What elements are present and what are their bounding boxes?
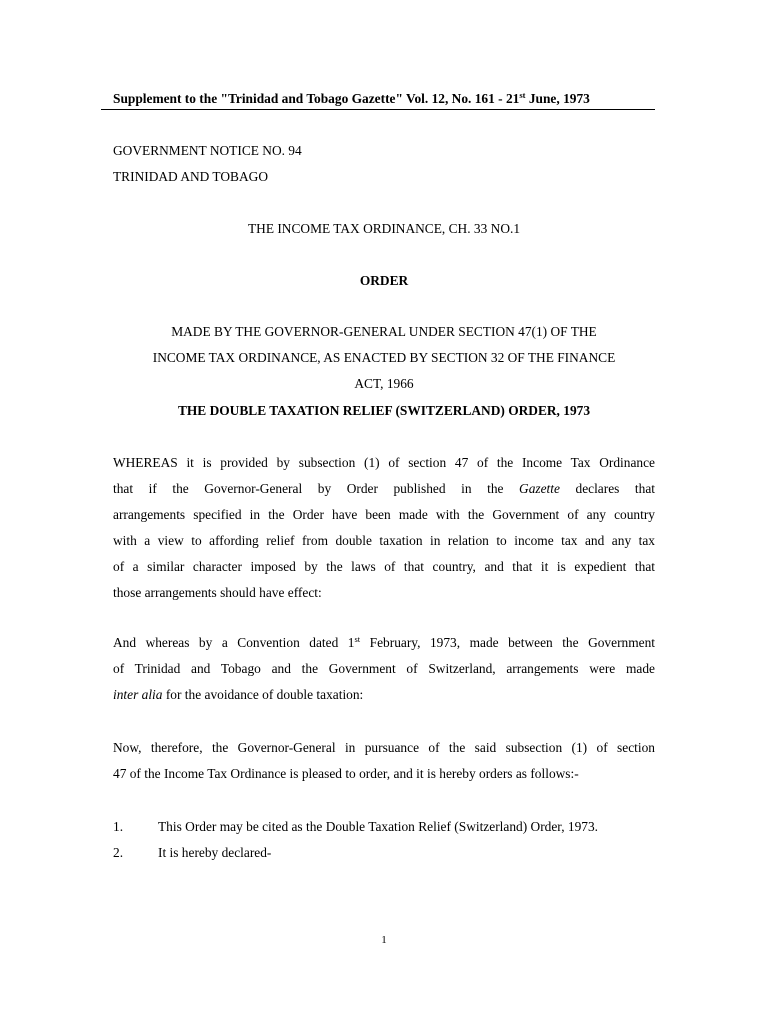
whereas-line: that if the Governor-General by Order published in the Gazette declares that	[113, 481, 656, 496]
whereas-line: arrangements specified in the Order have been made with the Government of any country	[113, 507, 655, 522]
item-text: It is hereby declared-	[158, 845, 272, 860]
now-therefore-line: Now, therefore, the Governor-General in pursuance of the said subsection (1) of section	[113, 740, 655, 755]
now-therefore-line: 47 of the Income Tax Ordinance is pleased to order, and it is hereby orders as follows:-	[113, 766, 579, 781]
whereas-line: WHEREAS it is provided by subsection (1) of section 47 of the Income Tax Ordinance	[113, 455, 655, 470]
header-superscript: st	[519, 90, 526, 100]
made-by-line-2: INCOME TAX ORDINANCE, AS ENACTED BY SECTION 32 OF THE FINANCE	[152, 350, 616, 365]
made-by-line-3: ACT, 1966	[354, 376, 414, 391]
whereas-line: those arrangements should have effect:	[113, 585, 322, 600]
item-number: 1.	[113, 819, 124, 834]
header-text: Supplement to the "Trinidad and Tobago Gazette" Vol. 12, No. 161 - 21	[113, 91, 520, 106]
item-text: This Order may be cited as the Double Taxation Relief (Switzerland) Order, 1973.	[158, 819, 599, 834]
whereas-paragraph	[113, 450, 655, 606]
and-whereas-line: inter alia for the avoidance of double taxation:	[113, 687, 364, 702]
order-name: THE DOUBLE TAXATION RELIEF (SWITZERLAND) ORDER, 1973	[177, 403, 591, 418]
item-number: 2.	[113, 845, 124, 860]
gazette-header	[113, 91, 590, 107]
notice-number: GOVERNMENT NOTICE NO. 94	[113, 143, 302, 158]
now-therefore-paragraph	[113, 735, 655, 787]
whereas-line: with a view to affording relief from double taxation in relation to income tax and any tax	[113, 533, 655, 548]
gazette-italic: Gazette	[519, 481, 560, 496]
whereas-line: of a similar character imposed by the laws of that country, and that it is expedient that	[113, 559, 655, 574]
header-date: June, 1973	[525, 91, 590, 106]
inter-alia-italic: inter alia	[113, 687, 163, 702]
and-whereas-line: And whereas by a Convention dated 1st February, 1973, made between the Government	[113, 634, 656, 650]
and-whereas-paragraph	[113, 630, 655, 708]
ordinance-title: THE INCOME TAX ORDINANCE, CH. 33 NO.1	[247, 221, 521, 236]
order-heading: ORDER	[359, 273, 409, 288]
page-number: 1	[381, 934, 387, 946]
and-whereas-line: of Trinidad and Tobago and the Government of Switzerland, arrangements were made	[113, 661, 655, 676]
notice-country: TRINIDAD AND TOBAGO	[113, 169, 268, 184]
made-by-line-1: MADE BY THE GOVERNOR-GENERAL UNDER SECTION 47(1) OF THE	[171, 324, 597, 339]
header-rule	[101, 109, 655, 110]
